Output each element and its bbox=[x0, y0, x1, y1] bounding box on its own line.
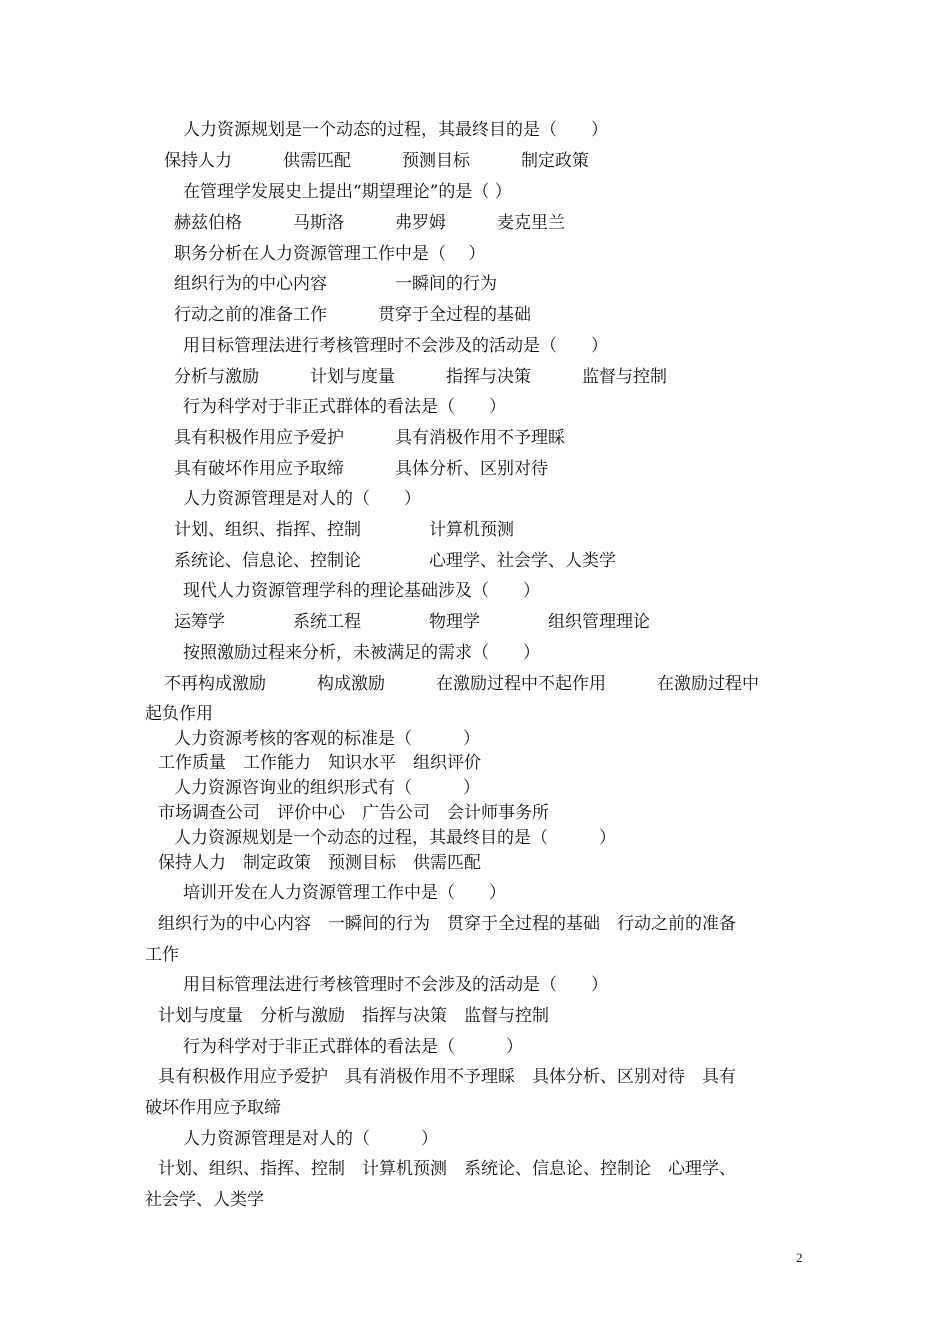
text-line: 行动之前的准备工作 贯穿于全过程的基础 bbox=[174, 305, 531, 325]
text-line: 在管理学发展史上提出“期望理论”的是（ ） bbox=[183, 182, 512, 202]
text-line: 按照激励过程来分析，未被满足的需求（ ） bbox=[183, 643, 540, 663]
page-number: 2 bbox=[796, 1250, 803, 1265]
text-line: 人力资源考核的客观的标准是（ ） bbox=[174, 729, 480, 749]
text-line: 具有破坏作用应予取缔 具体分析、区别对待 bbox=[174, 459, 548, 479]
text-line: 不再构成激励 构成激励 在激励过程中不起作用 在激励过程中 bbox=[164, 674, 759, 694]
text-line: 社会学、人类学 bbox=[145, 1190, 264, 1210]
text-line: 具有积极作用应予爱护 具有消极作用不予理睬 bbox=[174, 428, 565, 448]
text-line: 组织行为的中心内容 一瞬间的行为 贯穿于全过程的基础 行动之前的准备 bbox=[158, 914, 736, 934]
text-line: 人力资源咨询业的组织形式有（ ） bbox=[174, 778, 480, 798]
text-line: 计划、组织、指挥、控制 计算机预测 系统论、信息论、控制论 心理学、 bbox=[158, 1159, 736, 1179]
text-line: 培训开发在人力资源管理工作中是（ ） bbox=[183, 883, 506, 903]
text-line: 行为科学对于非正式群体的看法是（ ） bbox=[183, 1037, 523, 1057]
text-line: 计划、组织、指挥、控制 计算机预测 bbox=[174, 520, 514, 540]
text-line: 人力资源规划是一个动态的过程，其最终目的是（ ） bbox=[174, 828, 616, 848]
text-line: 计划与度量 分析与激励 指挥与决策 监督与控制 bbox=[158, 1006, 549, 1026]
text-line: 破坏作用应予取缔 bbox=[145, 1098, 281, 1118]
text-line: 人力资源管理是对人的（ ） bbox=[183, 489, 421, 509]
text-line: 组织行为的中心内容 一瞬间的行为 bbox=[174, 274, 497, 294]
text-line: 人力资源管理是对人的（ ） bbox=[183, 1129, 438, 1149]
text-line: 行为科学对于非正式群体的看法是（ ） bbox=[183, 397, 506, 417]
text-line: 用目标管理法进行考核管理时不会涉及的活动是（ ） bbox=[183, 975, 608, 995]
text-line: 赫兹伯格 马斯洛 弗罗姆 麦克里兰 bbox=[174, 213, 565, 233]
text-line: 现代人力资源管理学科的理论基础涉及（ ） bbox=[183, 581, 540, 601]
text-line: 职务分析在人力资源管理工作中是（ ） bbox=[174, 244, 486, 264]
text-line: 起负作用 bbox=[145, 704, 213, 724]
text-line: 人力资源规划是一个动态的过程，其最终目的是（ ） bbox=[183, 120, 608, 140]
text-line: 具有积极作用应予爱护 具有消极作用不予理睬 具体分析、区别对待 具有 bbox=[158, 1067, 736, 1087]
text-line: 保持人力 制定政策 预测目标 供需匹配 bbox=[158, 853, 481, 873]
text-line: 用目标管理法进行考核管理时不会涉及的活动是（ ） bbox=[183, 336, 608, 356]
text-line: 运筹学 系统工程 物理学 组织管理理论 bbox=[174, 612, 650, 632]
text-line: 工作 bbox=[145, 945, 179, 965]
text-line: 分析与激励 计划与度量 指挥与决策 监督与控制 bbox=[174, 367, 667, 387]
text-line: 系统论、信息论、控制论 心理学、社会学、人类学 bbox=[174, 551, 616, 571]
text-line: 市场调查公司 评价中心 广告公司 会计师事务所 bbox=[158, 803, 549, 823]
text-line: 保持人力 供需匹配 预测目标 制定政策 bbox=[164, 151, 589, 171]
text-line: 工作质量 工作能力 知识水平 组织评价 bbox=[158, 753, 481, 773]
